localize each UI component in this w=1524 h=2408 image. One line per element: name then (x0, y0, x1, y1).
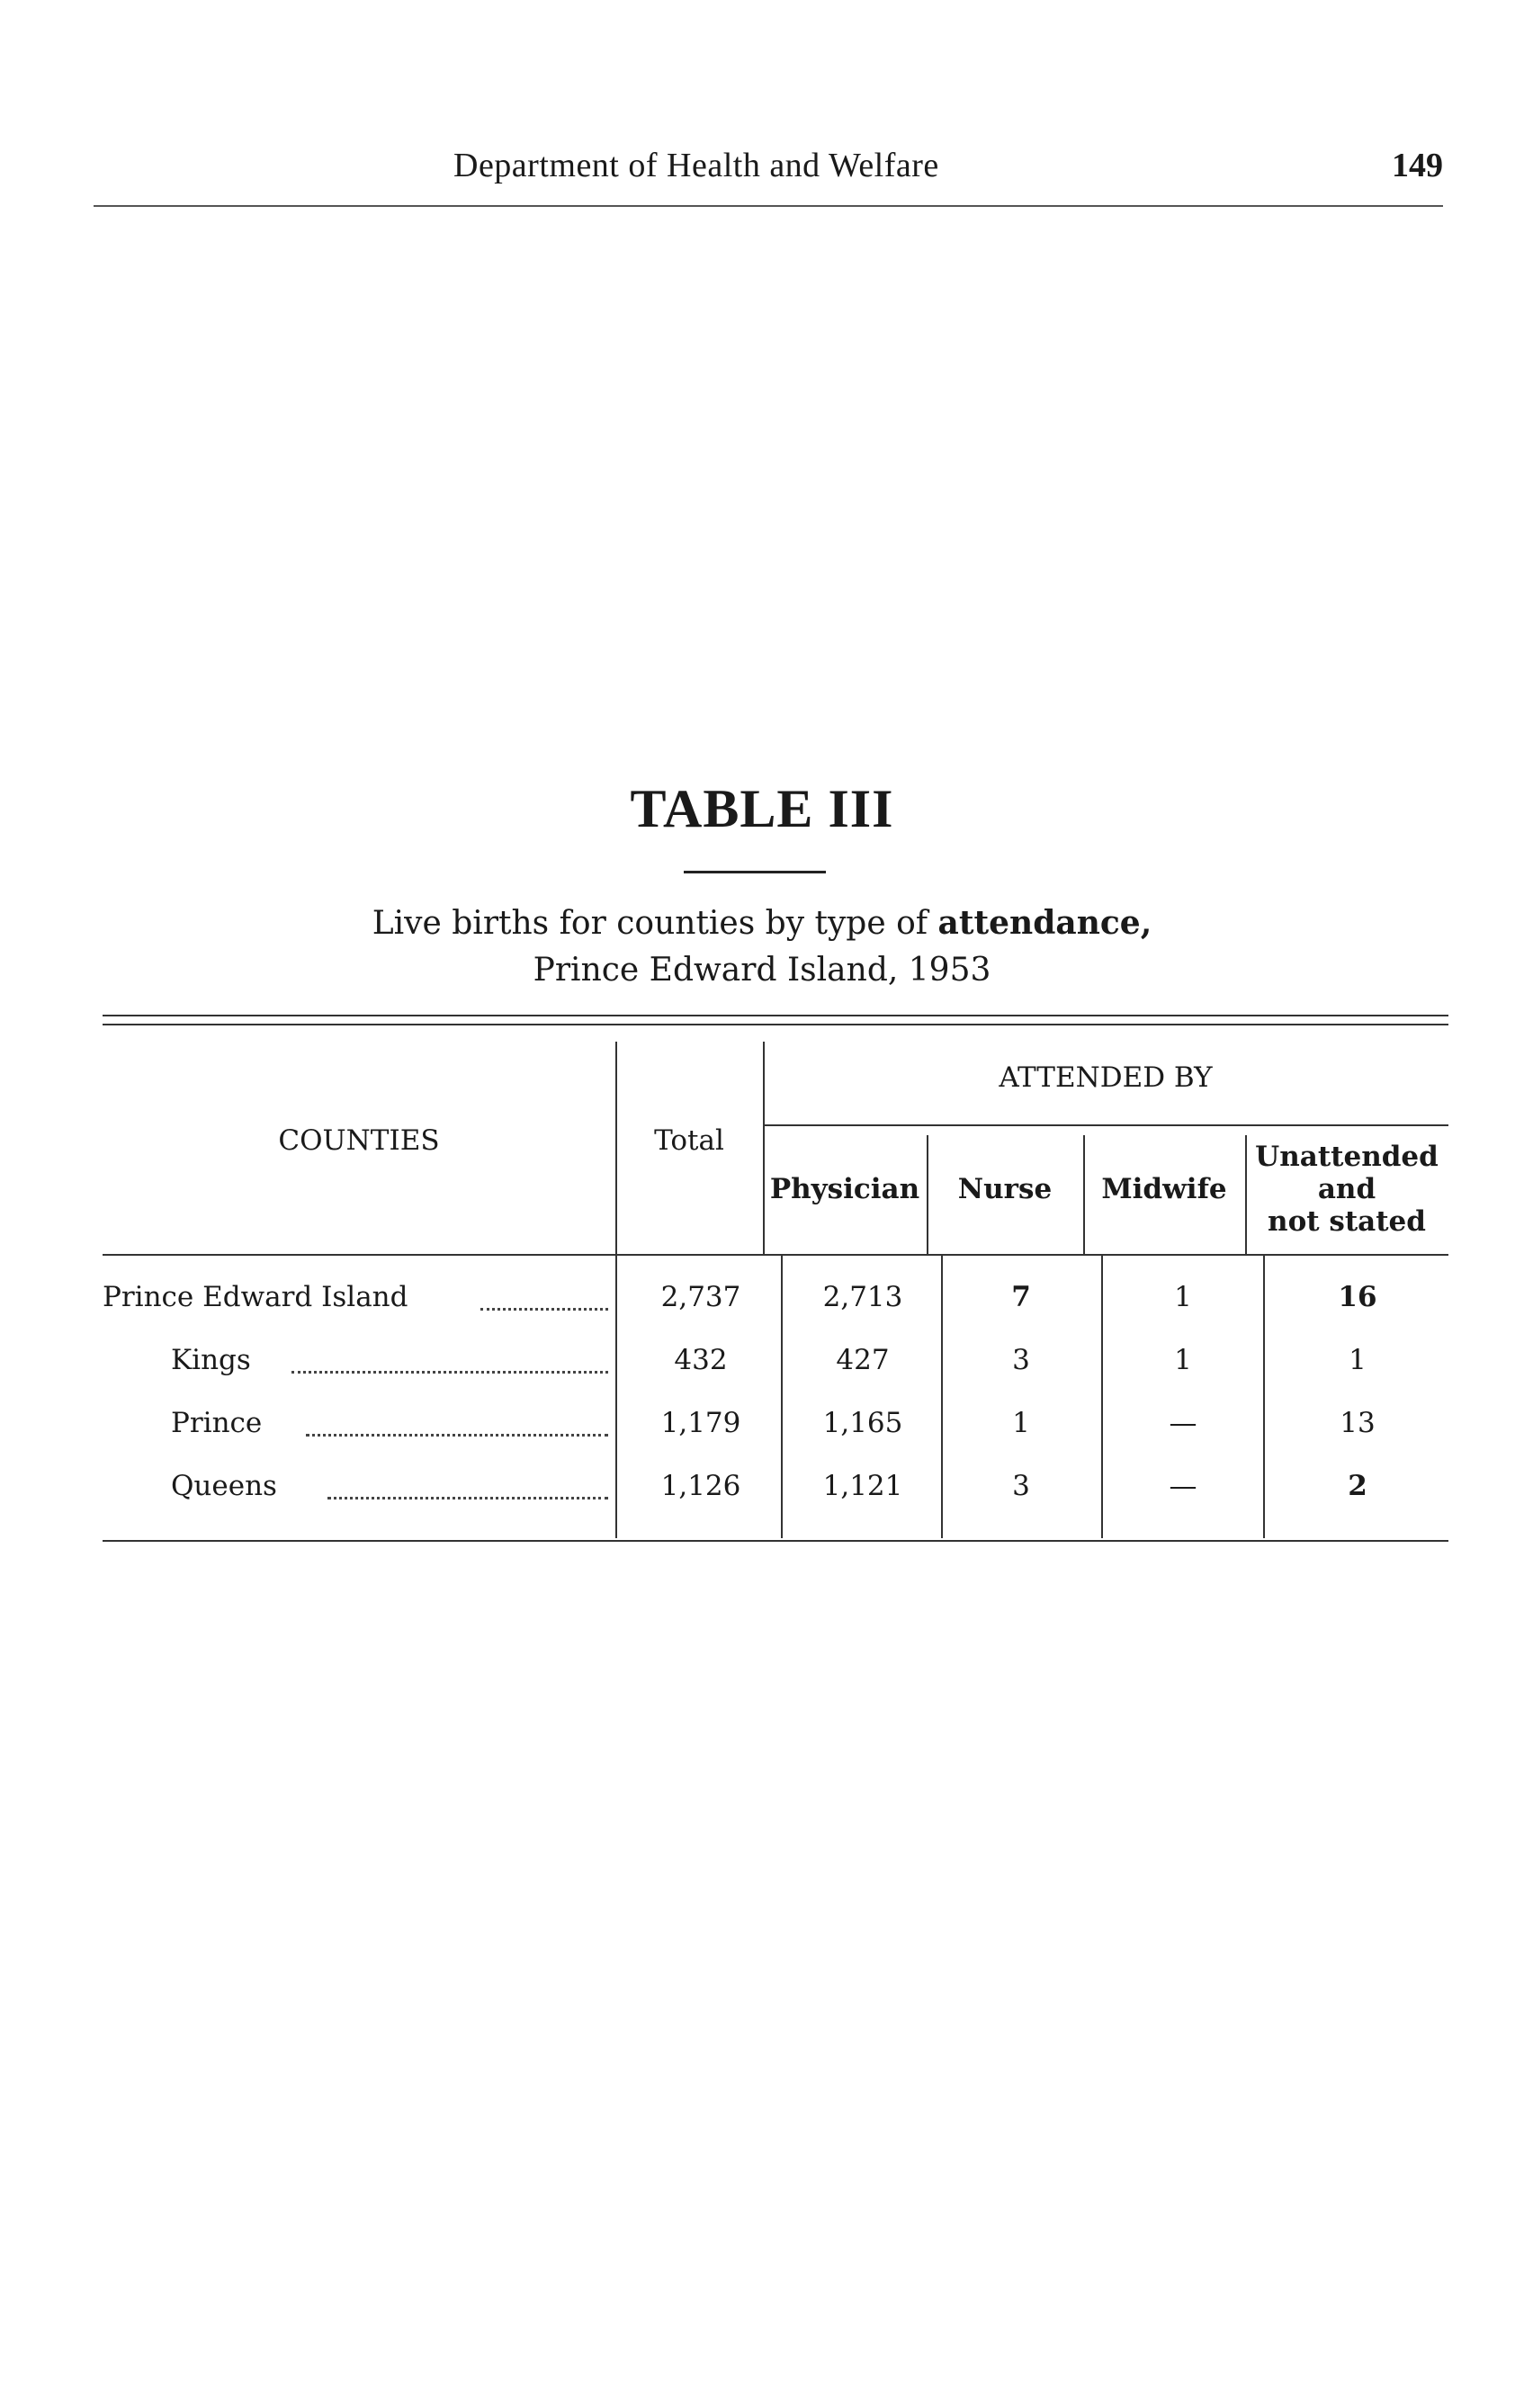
body-divider-total (615, 1256, 617, 1538)
row-physician: 2,713 (822, 1281, 903, 1313)
row-midwife: 1 (1174, 1281, 1192, 1313)
col-unattended (1245, 1141, 1448, 1238)
row-midwife: 1 (1174, 1344, 1192, 1376)
col-total: Total (654, 1124, 724, 1157)
row-total: 2,737 (660, 1281, 741, 1313)
row-total: 1,179 (660, 1407, 741, 1439)
row-unattended: 1 (1349, 1344, 1367, 1376)
row-midwife: — (1169, 1470, 1197, 1502)
row-county: Kings (171, 1344, 251, 1376)
row-total: 1,126 (660, 1470, 741, 1502)
col-attended-by: ATTENDED BY (999, 1061, 1213, 1094)
row-nurse: 3 (1012, 1344, 1030, 1376)
dot-leader (306, 1434, 608, 1437)
attended-by-rule (763, 1124, 1448, 1126)
dot-leader (480, 1308, 608, 1311)
row-midwife: — (1169, 1407, 1197, 1439)
row-nurse: 7 (1011, 1281, 1031, 1313)
row-unattended: 2 (1348, 1470, 1367, 1502)
row-physician: 1,165 (822, 1407, 903, 1439)
body-divider-nurse (941, 1256, 943, 1538)
row-unattended: 16 (1338, 1281, 1377, 1313)
row-total: 432 (674, 1344, 728, 1376)
col-unattended-line-2: and (1317, 1173, 1376, 1205)
caption-line-2: Prince Edward Island, 1953 (533, 952, 991, 989)
caption-line-1-bold: attendance, (937, 904, 1152, 942)
row-nurse: 1 (1012, 1407, 1030, 1439)
top-rule-1 (103, 1015, 1448, 1016)
col-physician: Physician (769, 1173, 920, 1205)
top-rule-2 (103, 1024, 1448, 1025)
col-counties: COUNTIES (278, 1124, 440, 1157)
col-unattended-line-1: Unattended (1255, 1141, 1439, 1173)
caption-line-1 (0, 900, 1524, 947)
page-number: 149 (1392, 147, 1443, 184)
row-nurse: 3 (1012, 1470, 1030, 1502)
body-divider-physician (781, 1256, 783, 1538)
title-rule (684, 871, 826, 873)
row-physician: 1,121 (822, 1470, 903, 1502)
running-title: Department of Health and Welfare (453, 147, 939, 184)
table-title: TABLE III (630, 779, 894, 838)
births-table (103, 1015, 1448, 1544)
row-unattended: 13 (1340, 1407, 1376, 1439)
body-divider-midwife (1101, 1256, 1103, 1538)
row-physician: 427 (836, 1344, 890, 1376)
table-caption (0, 900, 1524, 994)
row-county: Prince Edward Island (103, 1281, 408, 1313)
col-nurse: Nurse (957, 1173, 1053, 1205)
col-midwife: Midwife (1101, 1173, 1227, 1205)
dot-leader (327, 1497, 608, 1499)
caption-line-1-plain: Live births for counties by type of (372, 905, 938, 942)
row-county: Queens (171, 1470, 277, 1502)
col-unattended-line-3: not stated (1268, 1205, 1426, 1238)
bottom-rule (103, 1540, 1448, 1542)
header-bottom-rule (103, 1254, 1448, 1256)
row-county: Prince (171, 1407, 263, 1439)
body-divider-unattended (1263, 1256, 1265, 1538)
running-head (94, 142, 1443, 207)
dot-leader (291, 1371, 608, 1374)
